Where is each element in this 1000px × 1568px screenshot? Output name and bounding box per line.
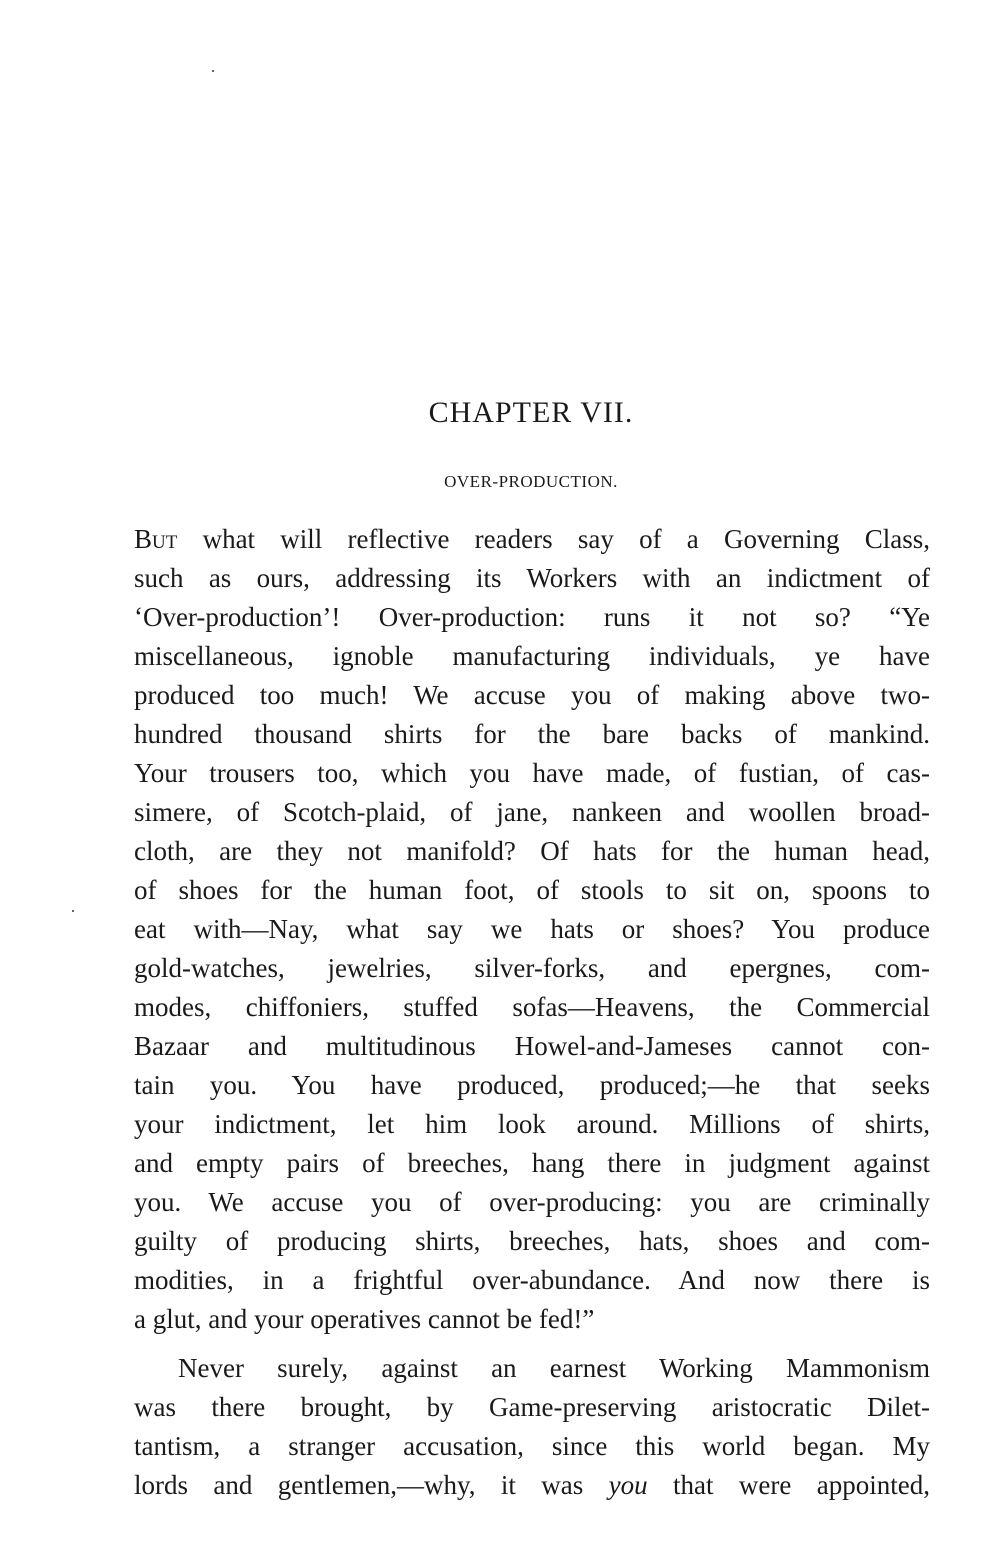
text-line: ‘Over-production’! Over-production: runs it not so? “Ye xyxy=(134,602,930,632)
line-text: lords and gentlemen,—why, it was xyxy=(134,1470,609,1500)
text-line: miscellaneous, ignoble manufacturing individuals, ye have xyxy=(134,641,930,671)
opening-word: But xyxy=(134,524,178,554)
text-line: modities, in a frightful over-abundance. And now there is xyxy=(134,1265,930,1295)
text-line: produced too much! We accuse you of making above two- xyxy=(134,680,930,710)
text-line: such as ours, addressing its Workers with an indictment of xyxy=(134,563,930,593)
text-line: eat with—Nay, what say we hats or shoes? You produce xyxy=(134,914,930,944)
paragraph xyxy=(134,520,930,1339)
text-line: tantism, a stranger accusation, since this world began. My xyxy=(134,1431,930,1461)
text-line: gold-watches, jewelries, silver-forks, and epergnes, com- xyxy=(134,953,930,983)
text-line: Your trousers too, which you have made, of fustian, of cas- xyxy=(134,758,930,788)
text-line: guilty of producing shirts, breeches, hats, shoes and com- xyxy=(134,1226,930,1256)
paragraph xyxy=(134,1349,930,1505)
text-line xyxy=(134,520,930,559)
text-line: hundred thousand shirts for the bare backs of mankind. xyxy=(134,719,930,749)
text-line: tain you. You have produced, produced;—he that seeks xyxy=(134,1070,930,1100)
paragraph-gap xyxy=(134,1339,930,1349)
text-line: simere, of Scotch-plaid, of jane, nankeen and woollen broad- xyxy=(134,797,930,827)
text-line xyxy=(134,1466,930,1505)
text-line: Never surely, against an earnest Working Mammonism xyxy=(178,1353,930,1383)
text-line: of shoes for the human foot, of stools to sit on, spoons to xyxy=(134,875,930,905)
text-line: a glut, and your operatives cannot be fed!” xyxy=(134,1304,595,1334)
text-body xyxy=(134,520,930,1505)
text-line: cloth, are they not manifold? Of hats for the human head, xyxy=(134,836,930,866)
chapter-title: CHAPTER VII. xyxy=(428,396,634,429)
emphasis-word: you xyxy=(608,1470,648,1500)
text-line: you. We accuse you of over-producing: you are criminally xyxy=(134,1187,930,1217)
chapter-subtitle: OVER-PRODUCTION. xyxy=(444,472,618,491)
text-line: was there brought, by Game-preserving aristocratic Dilet- xyxy=(134,1392,930,1422)
text-line: and empty pairs of breeches, hang there in judgment against xyxy=(134,1148,930,1178)
text-line: Bazaar and multitudinous Howel-and-Jameses cannot con- xyxy=(134,1031,930,1061)
line-text: that were appointed, xyxy=(647,1470,930,1500)
page-speck xyxy=(72,910,74,912)
line-text: what will reflective readers say of a Governing Class, xyxy=(177,524,930,554)
text-line: your indictment, let him look around. Millions of shirts, xyxy=(134,1109,930,1139)
page-speck xyxy=(212,70,214,72)
text-line: modes, chiffoniers, stuffed sofas—Heavens, the Commercial xyxy=(134,992,930,1022)
